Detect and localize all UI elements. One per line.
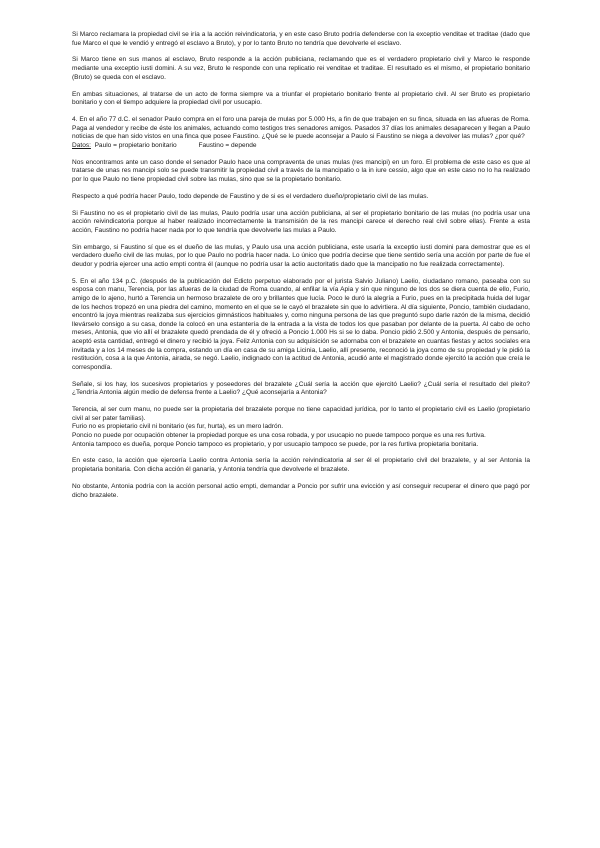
paragraph-marco-reivindicatoria: Si Marco reclamara la propiedad civil se iría a la acción reivindicatoria, y en este caso Bruto podría defenderse con la exceptio venditae et traditae (dado que fue Marco el que le vendió y entregó el esclavo a Bruto), y por lo tanto Bruto no tendría que devolverle el esclavo. (72, 31, 530, 47)
paragraph-ambas-situaciones: En ambas situaciones, al tratarse de un acto de forma siempre va a triunfar el propietario bonitario frente al propietario civil. Al ser Bruto es propietario bonitario y con el tiempo adquiere la propiedad civil por usucapio. (72, 90, 530, 107)
paragraph-marco-publiciana: Si Marco tiene en sus manos al esclavo, Bruto responde a la acción publiciana, reclamando que es el verdadero propietario civil y Marco le responde mediante una exceptio iusti domini. A su vez, Bruto le responde con una replicatio rei venditae et traditae. El resultado es el mismo, el propietario bonitario (Bruto) se queda con el esclavo. (72, 56, 530, 81)
paragraph-faustino-no-propietario: Si Faustino no es el propietario civil de las mulas, Paulo podría usar una acción publiciana, al ser el propietario bonitario de las mulas (no podría usar una acción reivindicatoria porque al haber realizado incorrectamente la transmisión de la res mancipi carece el derecho real civil sobre ellas). Frente a esta acción, Faustino no podría hacer nada por lo que tendría que devolverle las mulas a Paulo. (72, 209, 530, 234)
question-5: 5. En el año 134 p.C. (después de la publicación del Edicto perpetuo elaborado por el jurista Salvio Juliano) Laelio, ciudadano romano, paseaba con su esposa con manu, Terencia, por las afueras de la ciudad de Roma cuando, al enfilar la vía Apia y sin que ninguno de los dos se diera cuenta de ello, Furio, amigo de lo ajeno, hurtó a Terencia un hermoso brazalete de oro y brillantes que lucía. Poco le duró la alegría a Furio, pues en la precipitada huida del lugar de los hechos tropezó en una piedra del camino, momento en el que se le cayó el brazalete sin que lo advirtiera. Al día siguiente, Poncio, también ciudadano, encontró la joya mientras realizaba sus ejercicios gimnásticos habituales y, como ninguna persona de las que preguntó supo darle razón de la misma, decidió llevárselo consigo a su casa, donde la colocó en una estantería de la entrada a la vista de todos los que pasaban por delante de la puerta. Al cabo de ocho meses, Antonia, que vio allí el brazalete quedó prendada de él y ofreció a Poncio 1.000 Hs si se lo daba. Poncio pidió 2.500 y Antonia, después de pensarlo, aceptó esta cantidad, entregó el dinero y recibió la joya. Feliz Antonia con su adquisición se adornaba con el brazalete en cuantas fiestas y actos sociales era invitada y a los 14 meses de la compra, estando un día en casa de su amiga Licinia, Laelio, allí presente, reconoció la joya como de su propiedad y le pidió la restitución, cosa a la que Antonia, airada, se negó. Laelio, indignado con la actitud de Antonia, acudió ante el magistrado donde ejercitó la acción que creía le correspondía. (72, 277, 530, 371)
paragraph-faustino-dueno: Sin embargo, si Faustino sí que es el dueño de las mulas, y Paulo usa una acción publiciana, este usaría la exceptio iusti domini para demostrar que es el verdadero dueño civil de las mulas, por lo que Paulo no podría hacer nada. Lo único que podría decirse que tiene sentido sería una acción por parte de fue el deudor y podría ejercer una actio empti contra él (aunque no podría usar la actio auctoritatis dado que la mancipatio no fue realizada correctamente). (72, 243, 530, 268)
list-line-poncio: Poncio no puede por ocupación obtener la propiedad porque es una cosa robada, y por usucapio no puede tampoco porque es una res furtiva. (72, 431, 486, 439)
datos-label: Datos: (72, 141, 91, 149)
paragraph-respecto-paulo: Respecto a qué podría hacer Paulo, todo depende de Faustino y de si es el verdadero dueño/propietario civil de las mulas. (72, 192, 429, 200)
paragraph-accion-laelio: En este caso, la acción que ejercería Laelio contra Antonia sería la acción reivindicatoria al ser él el propietario civil del brazalete, y al ser Antonia la propietaria bonitaria. Con dicha acción él ganaría, y Antonia tendría que devolverle el brazalete. (72, 457, 530, 474)
datos-faustino: Faustino = depende (198, 141, 257, 149)
datos-paulo: Paulo = propietario bonitario (94, 141, 177, 149)
question-4: 4. En el año 77 d.C. el senador Paulo compra en el foro una pareja de mulas por 5.000 Hs, a fin de que trabajen en su finca, situada en las afueras de Roma. Paga al vendedor y recibe de éste los animales, actuando como testigos tres senadores amigos. Pasados 37 días los animales desaparecen y llegan a Paulo noticias de que han sido vistos en una finca que posee Faustino. ¿Qué se le puede aconsejar a Paulo si Faustino se niega a devolver las mulas? ¿por qué? (72, 116, 530, 141)
paragraph-res-mancipi: Nos encontramos ante un caso donde el senador Paulo hace una compraventa de unas mulas (res mancipi) en un foro. El problema de este caso es que al tratarse de unas res mancipi solo se puede transmitir la propiedad civil a través de la mancipatio o la in iure cessio, algo que en este caso no lo ha realizado por lo que Paulo no tiene propiedad civil sobre las mulas, sino que se la propietario bonitario. (72, 158, 530, 183)
list-line-terencia: Terencia, al ser cum manu, no puede ser la propietaria del brazalete porque no tiene capacidad jurídica, por lo tanto el propietario civil es Laelio (propietario civil al ser pater familias). (72, 406, 530, 422)
datos-line (72, 142, 530, 151)
list-line-antonia: Antonia tampoco es dueña, porque Poncio tampoco es propietario, y por usucapio tampoco se puede, por la res furtiva propietaria bonitaria. (72, 440, 479, 448)
list-line-furio: Furio no es propietario civil ni bonitario (es fur, hurta), es un mero ladrón. (72, 423, 284, 431)
paragraph-actio-empti: No obstante, Antonia podría con la acción personal actio empti, demandar a Poncio por sufrir una evicción y así conseguir recuperar el dinero que pagó por dicho brazalete. (72, 482, 530, 499)
question-5-prompts: Señale, si los hay, los sucesivos propietarios y poseedores del brazalete ¿Cuál sería la acción que ejercitó Laelio? ¿Cuál sería el resultado del pleito? ¿Tendría Antonia algún medio de defensa frente a Laelio? ¿Qué aconsejaría a Antonia? (72, 380, 530, 397)
